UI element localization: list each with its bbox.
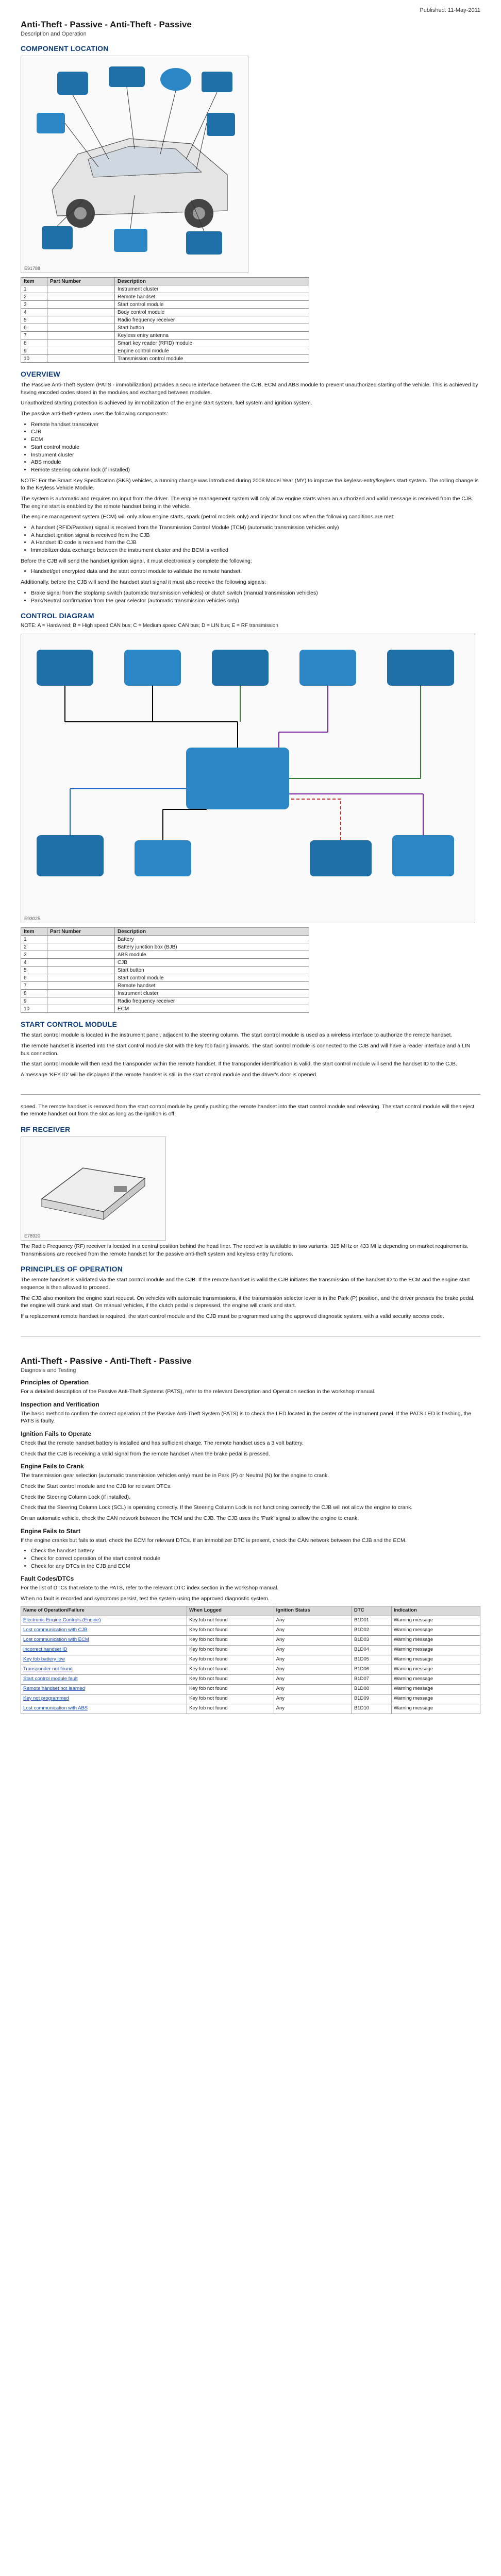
dtc-link[interactable]: Key fob battery low [21,1655,187,1665]
list-item: • A handset (RFID/Passive) signal is received from the Transmission Control Module (TCM) (automatic transmission vehicles only) [31,524,480,532]
col-header: Indication [391,1606,480,1616]
parts-table-body [21,285,309,363]
figure-caption: E78920 [24,1233,41,1239]
page-title: Anti-Theft - Passive - Anti-Theft - Passive [21,20,192,29]
table-cell: 10 [21,1005,47,1013]
table-cell [47,324,115,332]
table-row [21,324,309,332]
continuation-paragraph: speed. The remote handset is removed from the start control module by gently pushing the remote handset into the start control module and releasing. The start control module will then eject the remote handset out from the slot as long as the ignition is off. [21,1103,475,1117]
list-item: • ABS module [31,459,480,466]
table-cell: 10 [21,355,47,363]
page-break [21,1094,480,1095]
table-cell: Key fob not found [187,1645,274,1655]
table-row [21,1645,480,1655]
table-cell: Any [274,1635,352,1645]
table-cell: Radio frequency receiver [115,316,309,324]
start-control-heading: START CONTROL MODULE [21,1020,118,1029]
table-row [21,974,309,982]
published-date: Published: 11-May-2011 [420,7,480,13]
table-row [21,1625,480,1635]
col-header: Item [21,278,47,285]
table-cell: Warning message [391,1655,480,1665]
start-paragraph: A message 'KEY ID' will be displayed if the remote handset is still in the start control module and the driver's door is opened. [21,1071,318,1078]
table-cell: 9 [21,997,47,1005]
table-cell: Instrument cluster [115,990,309,997]
table-cell: Radio frequency receiver [115,997,309,1005]
dtc-link[interactable]: Electronic Engine Controls (Engine) [21,1616,187,1625]
table-cell: Battery [115,936,309,943]
table-row [21,1684,480,1694]
table-row [21,285,309,293]
table-cell: Warning message [391,1616,480,1625]
table-cell: Start button [115,324,309,332]
system-paragraph: Additionally, before the CJB will send the handset start signal it must also receive the following signals: [21,579,266,586]
table-cell: B1D02 [352,1625,392,1635]
crank-heading: Engine Fails to Crank [21,1463,84,1470]
dtc-table [21,1606,480,1714]
table-cell [47,967,115,974]
vehicle-component-illustration [21,56,248,262]
table-cell: 7 [21,982,47,990]
table-cell: Warning message [391,1684,480,1694]
table-cell: Start control module [115,974,309,982]
table-cell: Any [274,1616,352,1625]
table-cell [47,997,115,1005]
dtc-table-body [21,1616,480,1714]
table-cell: Any [274,1645,352,1655]
table-cell: Key fob not found [187,1694,274,1704]
table-cell: B1D09 [352,1694,392,1704]
principle-heading: Principles of Operation [21,1378,89,1386]
table-cell [47,316,115,324]
table-cell: Key fob not found [187,1674,274,1684]
table-cell: 4 [21,959,47,967]
table-cell: 3 [21,301,47,309]
list-item: • A Handset ID code is received from the CJB [31,539,480,547]
page-one-section [0,20,501,1714]
table-cell: 3 [21,951,47,959]
table-cell: 2 [21,293,47,301]
table-row [21,982,309,990]
note-paragraph: NOTE: For the Smart Key Specification (SKS) vehicles, a running change was introduced during 2008 Model Year (MY) to improve the keyless-entry/keyless start system. The rolling change is to the Keyless Vehicle Module. [21,477,479,492]
table-cell: Key fob not found [187,1616,274,1625]
table-cell: Keyless entry antenna [115,332,309,340]
start-paragraph: The start control module will then read the transponder within the remote handset. If the transponder identification is valid, the start control module will send the handset ID to the CJB. [21,1061,457,1067]
diagram-table-body [21,936,309,1013]
principles-paragraph: If a replacement remote handset is required, the start control module and the CJB must be programmed using the approved diagnostic system, with a valid security access code. [21,1313,444,1320]
table-row [21,943,309,951]
table-row [21,340,309,347]
crank-paragraph: The transmission gear selection (automatic transmission vehicles only) must be in Park (P) or Neutral (N) for the engine to crank. [21,1472,329,1479]
fault-paragraph: For the list of DTCs that relate to the PATS, refer to the relevant DTC index section in the workshop manual. [21,1585,279,1591]
table-cell [47,309,115,316]
fault-heading: Fault Codes/DTCs [21,1575,74,1583]
table-cell: Any [274,1684,352,1694]
rf-receiver-heading: RF RECEIVER [21,1125,71,1133]
page-subtitle: Description and Operation [21,31,87,37]
figure-caption: E93025 [24,916,41,922]
table-cell [47,347,115,355]
table-row [21,332,309,340]
diagnostic-paragraph: When no fault is recorded and symptoms persist, test the system using the approved diagnostic system. [21,1596,270,1602]
table-cell: Warning message [391,1635,480,1645]
table-cell: Warning message [391,1665,480,1674]
table-row [21,1616,480,1625]
table-cell [47,293,115,301]
col-header: Item [21,928,47,936]
table-row [21,309,309,316]
table-cell: Start control module [115,301,309,309]
components-intro: The passive anti-theft system uses the following components: [21,411,168,417]
table-cell: B1D04 [352,1645,392,1655]
col-header: Description [115,278,309,285]
dtc-link[interactable]: Remote handset not learned [21,1684,187,1694]
dtc-link[interactable]: Lost communication with ABS [21,1704,187,1714]
system-paragraph: The engine management system (ECM) will only allow engine starts, spark (petrol models only) and injector functions when the following conditions are met: [21,514,395,520]
col-header: Part Number [47,928,115,936]
list-item: • Brake signal from the stoplamp switch (automatic transmission vehicles) or clutch switch (manual transmission vehicles) [31,589,480,597]
table-cell [47,982,115,990]
table-row [21,936,309,943]
table-cell: Instrument cluster [115,285,309,293]
table-cell: Smart key reader (RFID) module [115,340,309,347]
table-cell [47,332,115,340]
table-cell: Any [274,1655,352,1665]
table-cell: B1D10 [352,1704,392,1714]
start-fail-paragraph: If the engine cranks but fails to start, check the ECM for relevant DTCs. If an immobilizer DTC is present, check the CAN network between the CJB and the ECM. [21,1537,407,1544]
control-diagram-note [21,623,480,629]
ignition-heading: Ignition Fails to Operate [21,1430,92,1437]
col-header: Ignition Status [274,1606,352,1616]
table-cell: Engine control module [115,347,309,355]
table-cell: Warning message [391,1694,480,1704]
start-fail-heading: Engine Fails to Start [21,1527,81,1535]
table-cell: B1D06 [352,1665,392,1674]
table-cell [47,285,115,293]
figure-caption: E91788 [24,266,41,271]
table-cell: 8 [21,990,47,997]
table-cell: 1 [21,936,47,943]
table-cell: B1D01 [352,1616,392,1625]
overview-paragraph: The Passive Anti-Theft System (PATS - immobilization) provides a secure interface between the CJB, ECM and ABS module to prevent unauthorized starting of the vehicle. This is achieved by having encoded codes stored in the modules and exchanged between modules. [21,382,478,396]
rf-receiver-illustration [21,1137,165,1230]
dtc-link[interactable]: Incorrect handset ID [21,1645,187,1655]
table-cell: B1D07 [352,1674,392,1684]
table-row [21,951,309,959]
table-row [21,1665,480,1674]
table-row [21,1635,480,1645]
page-subtitle: Diagnosis and Testing [21,1367,76,1374]
col-header: Description [115,928,309,936]
table-cell: Remote handset [115,982,309,990]
table-cell [47,340,115,347]
list-item: • Check the handset battery [31,1547,480,1555]
dtc-link[interactable]: Lost communication with CJB [21,1625,187,1635]
table-cell: B1D08 [352,1684,392,1694]
principles-heading: PRINCIPLES OF OPERATION [21,1265,123,1274]
table-cell: Any [274,1625,352,1635]
crank-paragraph: Check the Steering Column Lock (if installed). [21,1494,131,1500]
table-cell: Warning message [391,1625,480,1635]
list-item: • A handset ignition signal is received from the CJB [31,532,480,539]
condition-list [31,568,480,575]
control-diagram-heading: CONTROL DIAGRAM [21,612,94,620]
table-cell [47,959,115,967]
table-row [21,293,309,301]
control-diagram-illustration [21,634,475,912]
list-item: • Immobilizer data exchange between the instrument cluster and the BCM is verified [31,547,480,554]
col-header: When Logged [187,1606,274,1616]
table-cell: 2 [21,943,47,951]
dtc-link[interactable]: Key not programmed [21,1694,187,1704]
table-cell [47,990,115,997]
table-row [21,347,309,355]
system-paragraph: Before the CJB will send the handset ignition signal, it must electronically complete the following: [21,557,252,564]
start-check-list [31,1547,480,1570]
rf-receiver-figure [21,1137,166,1241]
overview-paragraph: Unauthorized starting protection is achieved by immobilization of the engine start system, fuel system and ignition system. [21,400,312,406]
table-cell: Key fob not found [187,1665,274,1674]
table-cell: Warning message [391,1674,480,1684]
table-cell: Any [274,1694,352,1704]
table-cell: Start button [115,967,309,974]
overview-heading: OVERVIEW [21,370,60,378]
table-cell [47,943,115,951]
list-item: • Park/Neutral confirmation from the gear selector (automatic transmission vehicles only) [31,597,480,605]
table-row [21,997,309,1005]
table-cell: ECM [115,1005,309,1013]
table-cell: CJB [115,959,309,967]
table-cell: Key fob not found [187,1655,274,1665]
ignition-paragraph: Check that the CJB is receiving a valid signal from the remote handset when the brake pedal is pressed. [21,1450,270,1457]
table-row [21,1704,480,1714]
table-row [21,1694,480,1704]
rf-paragraph: The Radio Frequency (RF) receiver is located in a central position behind the head liner. The receiver is available in two variants: 315 MHz or 433 MHz depending on market requirements. Transmissions are received from the remote handset for the passive anti-theft system and keyless entry functions. [21,1243,469,1257]
inspection-paragraph: The basic method to confirm the correct operation of the Passive Anti-Theft System (PATS) is to check the LED located in the center of the instrument panel. If the PATS LED is flashing, the PATS is faulty. [21,1410,472,1425]
table-cell: Remote handset [115,293,309,301]
component-location-heading: COMPONENT LOCATION [21,44,109,53]
table-cell: 6 [21,974,47,982]
table-cell: Warning message [391,1645,480,1655]
table-row [21,316,309,324]
principle-paragraph: For a detailed description of the Passive Anti-Theft Systems (PATS), refer to the relevant Description and Operation section in the workshop manual. [21,1388,376,1395]
principles-paragraph: The remote handset is validated via the start control module and the CJB. If the remote handset is valid the CJB initiates the transmission of the handset ID to the ECM and the engine start sequence is then allowed to proceed. [21,1277,470,1291]
crank-paragraph: On an automatic vehicle, check the CAN network between the TCM and the CJB. The CJB uses the 'Park' signal to allow the engine to crank. [21,1515,359,1521]
table-cell: Any [274,1674,352,1684]
list-item: • Check for any DTCs in the CJB and ECM [31,1563,480,1570]
start-paragraph: The start control module is located in the instrument panel, adjacent to the steering column. The start control module is used as a wireless interface to authorize the remote handset. [21,1032,453,1039]
crank-paragraph: Check the Start control module and the CJB for relevant DTCs. [21,1483,172,1489]
list-item: • Handset/get encrypted data and the start control module to validate the remote handset. [31,568,480,575]
table-row [21,1674,480,1684]
dtc-link[interactable]: Transponder not found [21,1665,187,1674]
table-cell: 7 [21,332,47,340]
table-row [21,959,309,967]
control-diagram-figure [21,634,475,923]
table-cell: Body control module [115,309,309,316]
page-title: Anti-Theft - Passive - Anti-Theft - Passive [21,1355,192,1366]
table-row [21,301,309,309]
control-note-text: NOTE: A = Hardwired; B = High speed CAN bus; C = Medium speed CAN bus; D = LIN bus; E = RF transmission [21,623,278,629]
table-cell: B1D03 [352,1635,392,1645]
component-parts-table [21,277,309,363]
table-cell [47,301,115,309]
dtc-link[interactable]: Lost communication with ECM [21,1635,187,1645]
table-cell: Warning message [391,1704,480,1714]
list-item: • Check for correct operation of the start control module [31,1555,480,1563]
table-cell: Key fob not found [187,1704,274,1714]
system-paragraph: The system is automatic and requires no input from the driver. The engine management system will only allow engine starts when an authorized and valid message is received from the CJB. The engine start is enabled by the remote handset being in the vehicle. [21,495,474,510]
dtc-table-header [21,1606,480,1616]
table-cell: B1D05 [352,1655,392,1665]
dtc-link[interactable]: Start control module fault [21,1674,187,1684]
table-cell: 4 [21,309,47,316]
principles-paragraph: The CJB also monitors the engine start request. On vehicles with automatic transmissions, if the transmission selector lever is in the Park (P) position, and the driver presses the brake pedal, the engine will crank and start. On manual vehicles, if the clutch pedal is depressed, the engine will crank and start. [21,1295,475,1309]
list-item: • CJB [31,428,480,436]
table-row [21,1005,309,1013]
battery-box [37,650,93,686]
table-cell: 1 [21,285,47,293]
list-item: • Start control module [31,444,480,451]
col-header: Part Number [47,278,115,285]
table-cell: 9 [21,347,47,355]
components-list [31,421,480,474]
ignition-paragraph: Check that the remote handset battery is installed and has sufficient charge. The remote handset uses a 3 volt battery. [21,1439,304,1446]
col-header: Name of Operation/Failure [21,1606,187,1616]
table-cell: 5 [21,967,47,974]
table-cell: 5 [21,316,47,324]
crank-paragraph: Check that the Steering Column Lock (SCL) is operating correctly. If the Steering Column Lock is not functioning correctly the CJB will not allow the engine to crank. [21,1504,413,1511]
table-cell [47,355,115,363]
table-cell: Any [274,1704,352,1714]
table-row [21,1655,480,1665]
list-item: • Remote handset transceiver [31,421,480,429]
col-header: DTC [352,1606,392,1616]
table-cell: Battery junction box (BJB) [115,943,309,951]
table-cell: ABS module [115,951,309,959]
table-row [21,355,309,363]
table-cell: Key fob not found [187,1625,274,1635]
table-cell: Any [274,1665,352,1674]
diagram-parts-table [21,927,309,1013]
table-cell: Transmission control module [115,355,309,363]
condition-list [31,524,480,554]
list-item: • ECM [31,436,480,444]
table-cell: 6 [21,324,47,332]
table-cell [47,974,115,982]
component-location-figure [21,56,248,273]
table-cell: Key fob not found [187,1684,274,1694]
start-paragraph: The remote handset is inserted into the start control module slot with the key fob facing inwards. The start control module is connected to the CJB and will have a reader interface and a LIN bus connection. [21,1042,471,1057]
table-cell: 8 [21,340,47,347]
table-cell: Key fob not found [187,1635,274,1645]
list-item: • Instrument cluster [31,451,480,459]
table-cell [47,936,115,943]
list-item: • Remote steering column lock (if installed) [31,466,480,474]
condition-list [31,589,480,604]
inspection-heading: Inspection and Verification [21,1400,99,1408]
table-cell [47,1005,115,1013]
table-cell [47,951,115,959]
table-row [21,967,309,974]
table-row [21,990,309,997]
